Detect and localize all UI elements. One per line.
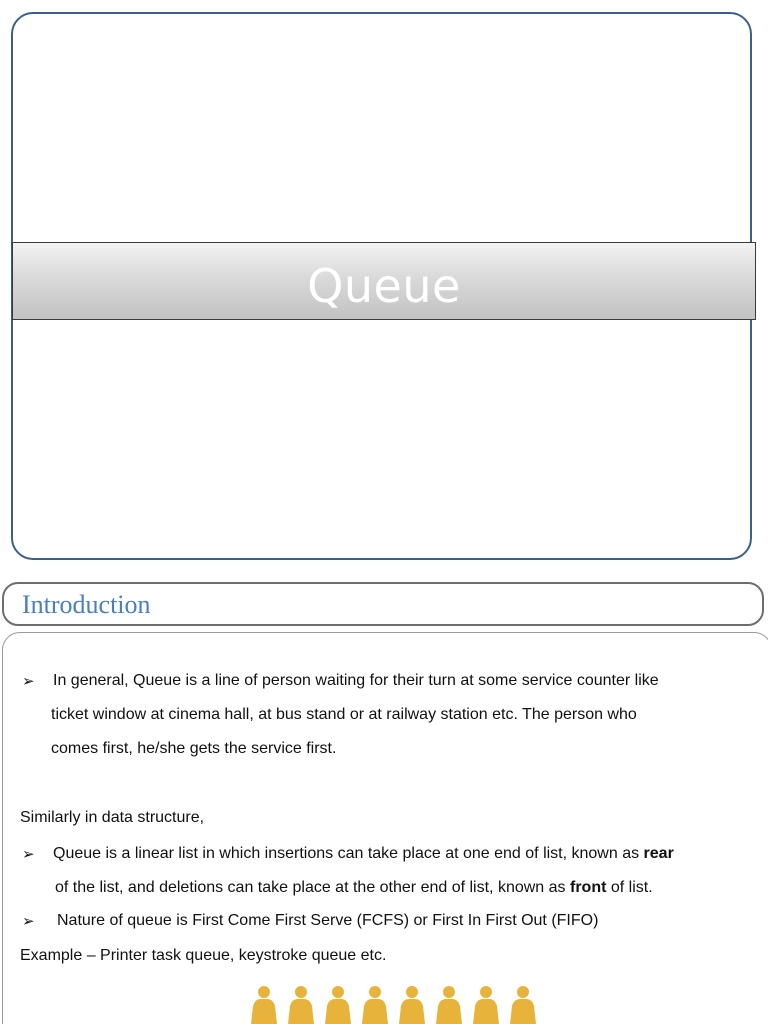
person-figure-icon <box>473 986 499 1024</box>
person-figure-icon <box>436 986 462 1024</box>
example-line: Example – Printer task queue, keystroke queue etc. <box>20 947 387 964</box>
keyword-front: front <box>569 879 607 896</box>
intro-line: Similarly in data structure, <box>20 809 205 826</box>
bullet2-line2-text: of the list, and deletions can take place at the other end of list, known as <box>55 879 570 896</box>
title-band <box>12 242 756 320</box>
person-figure-icon <box>325 986 351 1024</box>
people-queue-icon <box>248 984 548 1024</box>
person-figure-icon <box>288 986 314 1024</box>
person-figure-icon <box>510 986 536 1024</box>
bullet2-line1 <box>53 845 674 863</box>
section-header <box>2 582 764 626</box>
bullet2-line1-text: Queue is a linear list in which insertions can take place at one end of list, known as <box>53 845 644 862</box>
bullet-arrow-icon: ➢ <box>22 846 35 863</box>
bullet-arrow-icon: ➢ <box>22 673 35 690</box>
bullet1-line3: comes first, he/she gets the service first. <box>51 740 337 757</box>
slide-title: Queue <box>307 259 461 313</box>
person-figure-icon <box>399 986 425 1024</box>
content-panel <box>2 632 768 1024</box>
bullet2-line2-end: of list. <box>606 879 653 896</box>
bullet3-line: Nature of queue is First Come First Serve (FCFS) or First In First Out (FIFO) <box>57 912 599 929</box>
bullet1-line1: In general, Queue is a line of person waiting for their turn at some service counter like <box>53 672 659 689</box>
section-title: Introduction <box>22 590 151 619</box>
person-figure-icon <box>251 986 277 1024</box>
bullet-arrow-icon: ➢ <box>22 913 35 930</box>
bullet1-line2: ticket window at cinema hall, at bus stand or at railway station etc. The person who <box>51 706 637 723</box>
keyword-rear: rear <box>643 845 674 862</box>
person-figure-icon <box>362 986 388 1024</box>
bullet2-line2 <box>55 879 653 897</box>
